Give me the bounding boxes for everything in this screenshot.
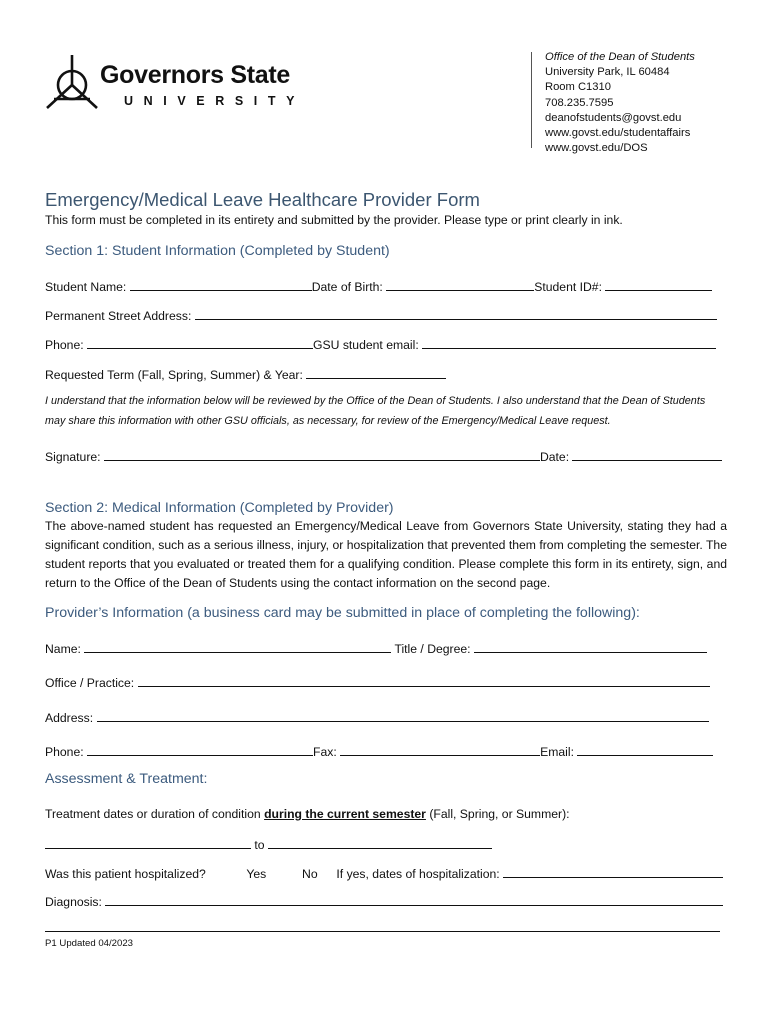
provider-title-field[interactable] <box>474 640 707 653</box>
provider-address-field[interactable] <box>97 709 709 722</box>
student-phone-field[interactable] <box>87 336 313 349</box>
provider-name-field[interactable] <box>84 640 391 653</box>
treatment-start-field[interactable] <box>45 836 251 849</box>
treatment-end-field[interactable] <box>268 836 492 849</box>
diagnosis-field[interactable] <box>105 893 723 906</box>
provider-phone-label: Phone: <box>45 745 84 759</box>
student-row-3 <box>45 336 716 352</box>
university-subtitle: UNIVERSITY <box>124 94 306 108</box>
provider-name-label: Name: <box>45 642 81 656</box>
provider-office-label: Office / Practice: <box>45 676 135 690</box>
provider-row-1 <box>45 640 707 656</box>
provider-office-field[interactable] <box>138 674 710 687</box>
provider-title-label: Title / Degree: <box>394 642 471 656</box>
student-email-label: GSU student email: <box>313 338 419 352</box>
provider-fax-label: Fax: <box>313 745 337 759</box>
student-row-1 <box>45 278 712 294</box>
student-name-label: Student Name: <box>45 280 127 294</box>
dob-label: Date of Birth: <box>311 280 383 294</box>
diagnosis-continuation-line[interactable] <box>45 931 720 932</box>
contact-block <box>545 50 695 156</box>
hospitalized-label: Was this patient hospitalized? <box>45 867 206 881</box>
header-divider <box>531 52 532 148</box>
office-room: Room C1310 <box>545 81 611 94</box>
treatment-dates-row <box>45 836 492 852</box>
office-phone: 708.235.7595 <box>545 96 614 109</box>
hospitalized-no-option[interactable]: No <box>302 867 318 881</box>
section2-paragraph: The above-named student has requested an Emergency/Medical Leave from Governors State University, stating they had a significant condition, such as a serious illness, injury, or hospitalization that prevented them from completing the semester. The student reports that you evaluated or treated them for a qualifying condition. Please complete this form in its entirety, sign, and return to the Office of the Dean of Students using the contact information on the second page. <box>45 519 727 590</box>
provider-email-label: Email: <box>540 745 574 759</box>
office-name: Office of the Dean of Students <box>545 51 695 63</box>
hospitalization-dates-field[interactable] <box>503 865 723 878</box>
provider-fax-field[interactable] <box>340 743 540 756</box>
signature-label: Signature: <box>45 450 101 464</box>
student-email-field[interactable] <box>422 336 716 349</box>
form-title: Emergency/Medical Leave Healthcare Provider Form <box>45 189 480 210</box>
term-label: Requested Term (Fall, Spring, Summer) & Year: <box>45 368 303 382</box>
assessment-heading: Assessment & Treatment: <box>45 771 208 787</box>
term-field[interactable] <box>306 366 446 379</box>
provider-address-label: Address: <box>45 711 94 725</box>
signature-date-label: Date: <box>539 450 570 464</box>
hospitalized-row <box>45 865 723 881</box>
provider-row-4 <box>45 743 713 759</box>
provider-email-field[interactable] <box>577 743 713 756</box>
to-label: to <box>254 838 265 852</box>
treatment-label-emphasis: during the current semester <box>264 807 426 821</box>
provider-heading: Provider’s Information (a business card may be submitted in place of completing the following): <box>45 605 640 621</box>
university-logo-icon <box>44 51 100 111</box>
section2-heading: Section 2: Medical Information (Completed by Provider) <box>45 500 394 516</box>
street-label: Permanent Street Address: <box>45 309 192 323</box>
dob-field[interactable] <box>386 278 534 291</box>
student-row-2 <box>45 307 717 323</box>
page-footer: P1 Updated 04/2023 <box>45 938 134 949</box>
treatment-label-suffix: (Fall, Spring, or Summer): <box>425 807 570 821</box>
section1-heading: Section 1: Student Information (Completed by Student) <box>45 243 390 259</box>
treatment-row <box>45 807 570 821</box>
student-row-4 <box>45 366 446 382</box>
consent-statement: I understand that the information below will be reviewed by the Office of the Dean of Students. I also understand that the Dean of Students may share this information with other GSU officials, as necessary, for review of the Emergency/Medical Leave request. <box>45 395 706 427</box>
signature-field[interactable] <box>104 448 540 461</box>
signature-row <box>45 448 722 464</box>
office-email[interactable]: deanofstudents@govst.edu <box>545 111 682 124</box>
provider-row-3 <box>45 709 709 725</box>
office-web-studentaffairs[interactable]: www.govst.edu/studentaffairs <box>545 127 691 140</box>
diagnosis-row <box>45 893 723 909</box>
provider-row-2 <box>45 674 710 690</box>
provider-phone-field[interactable] <box>87 743 313 756</box>
student-id-label: Student ID#: <box>534 280 602 294</box>
diagnosis-label: Diagnosis: <box>45 895 102 909</box>
hospitalization-dates-label: If yes, dates of hospitalization: <box>336 867 500 881</box>
form-intro: This form must be completed in its entirety and submitted by the provider. Please type or print clearly in ink. <box>45 213 623 227</box>
signature-date-field[interactable] <box>572 448 722 461</box>
student-name-field[interactable] <box>130 278 312 291</box>
university-name: Governors State <box>100 61 291 89</box>
hospitalized-yes-option[interactable]: Yes <box>246 867 267 881</box>
office-address: University Park, IL 60484 <box>545 66 670 79</box>
treatment-label-prefix: Treatment dates or duration of condition <box>45 807 265 821</box>
student-id-field[interactable] <box>605 278 712 291</box>
student-phone-label: Phone: <box>45 338 84 352</box>
office-web-dos[interactable]: www.govst.edu/DOS <box>545 142 648 155</box>
street-field[interactable] <box>195 307 717 320</box>
